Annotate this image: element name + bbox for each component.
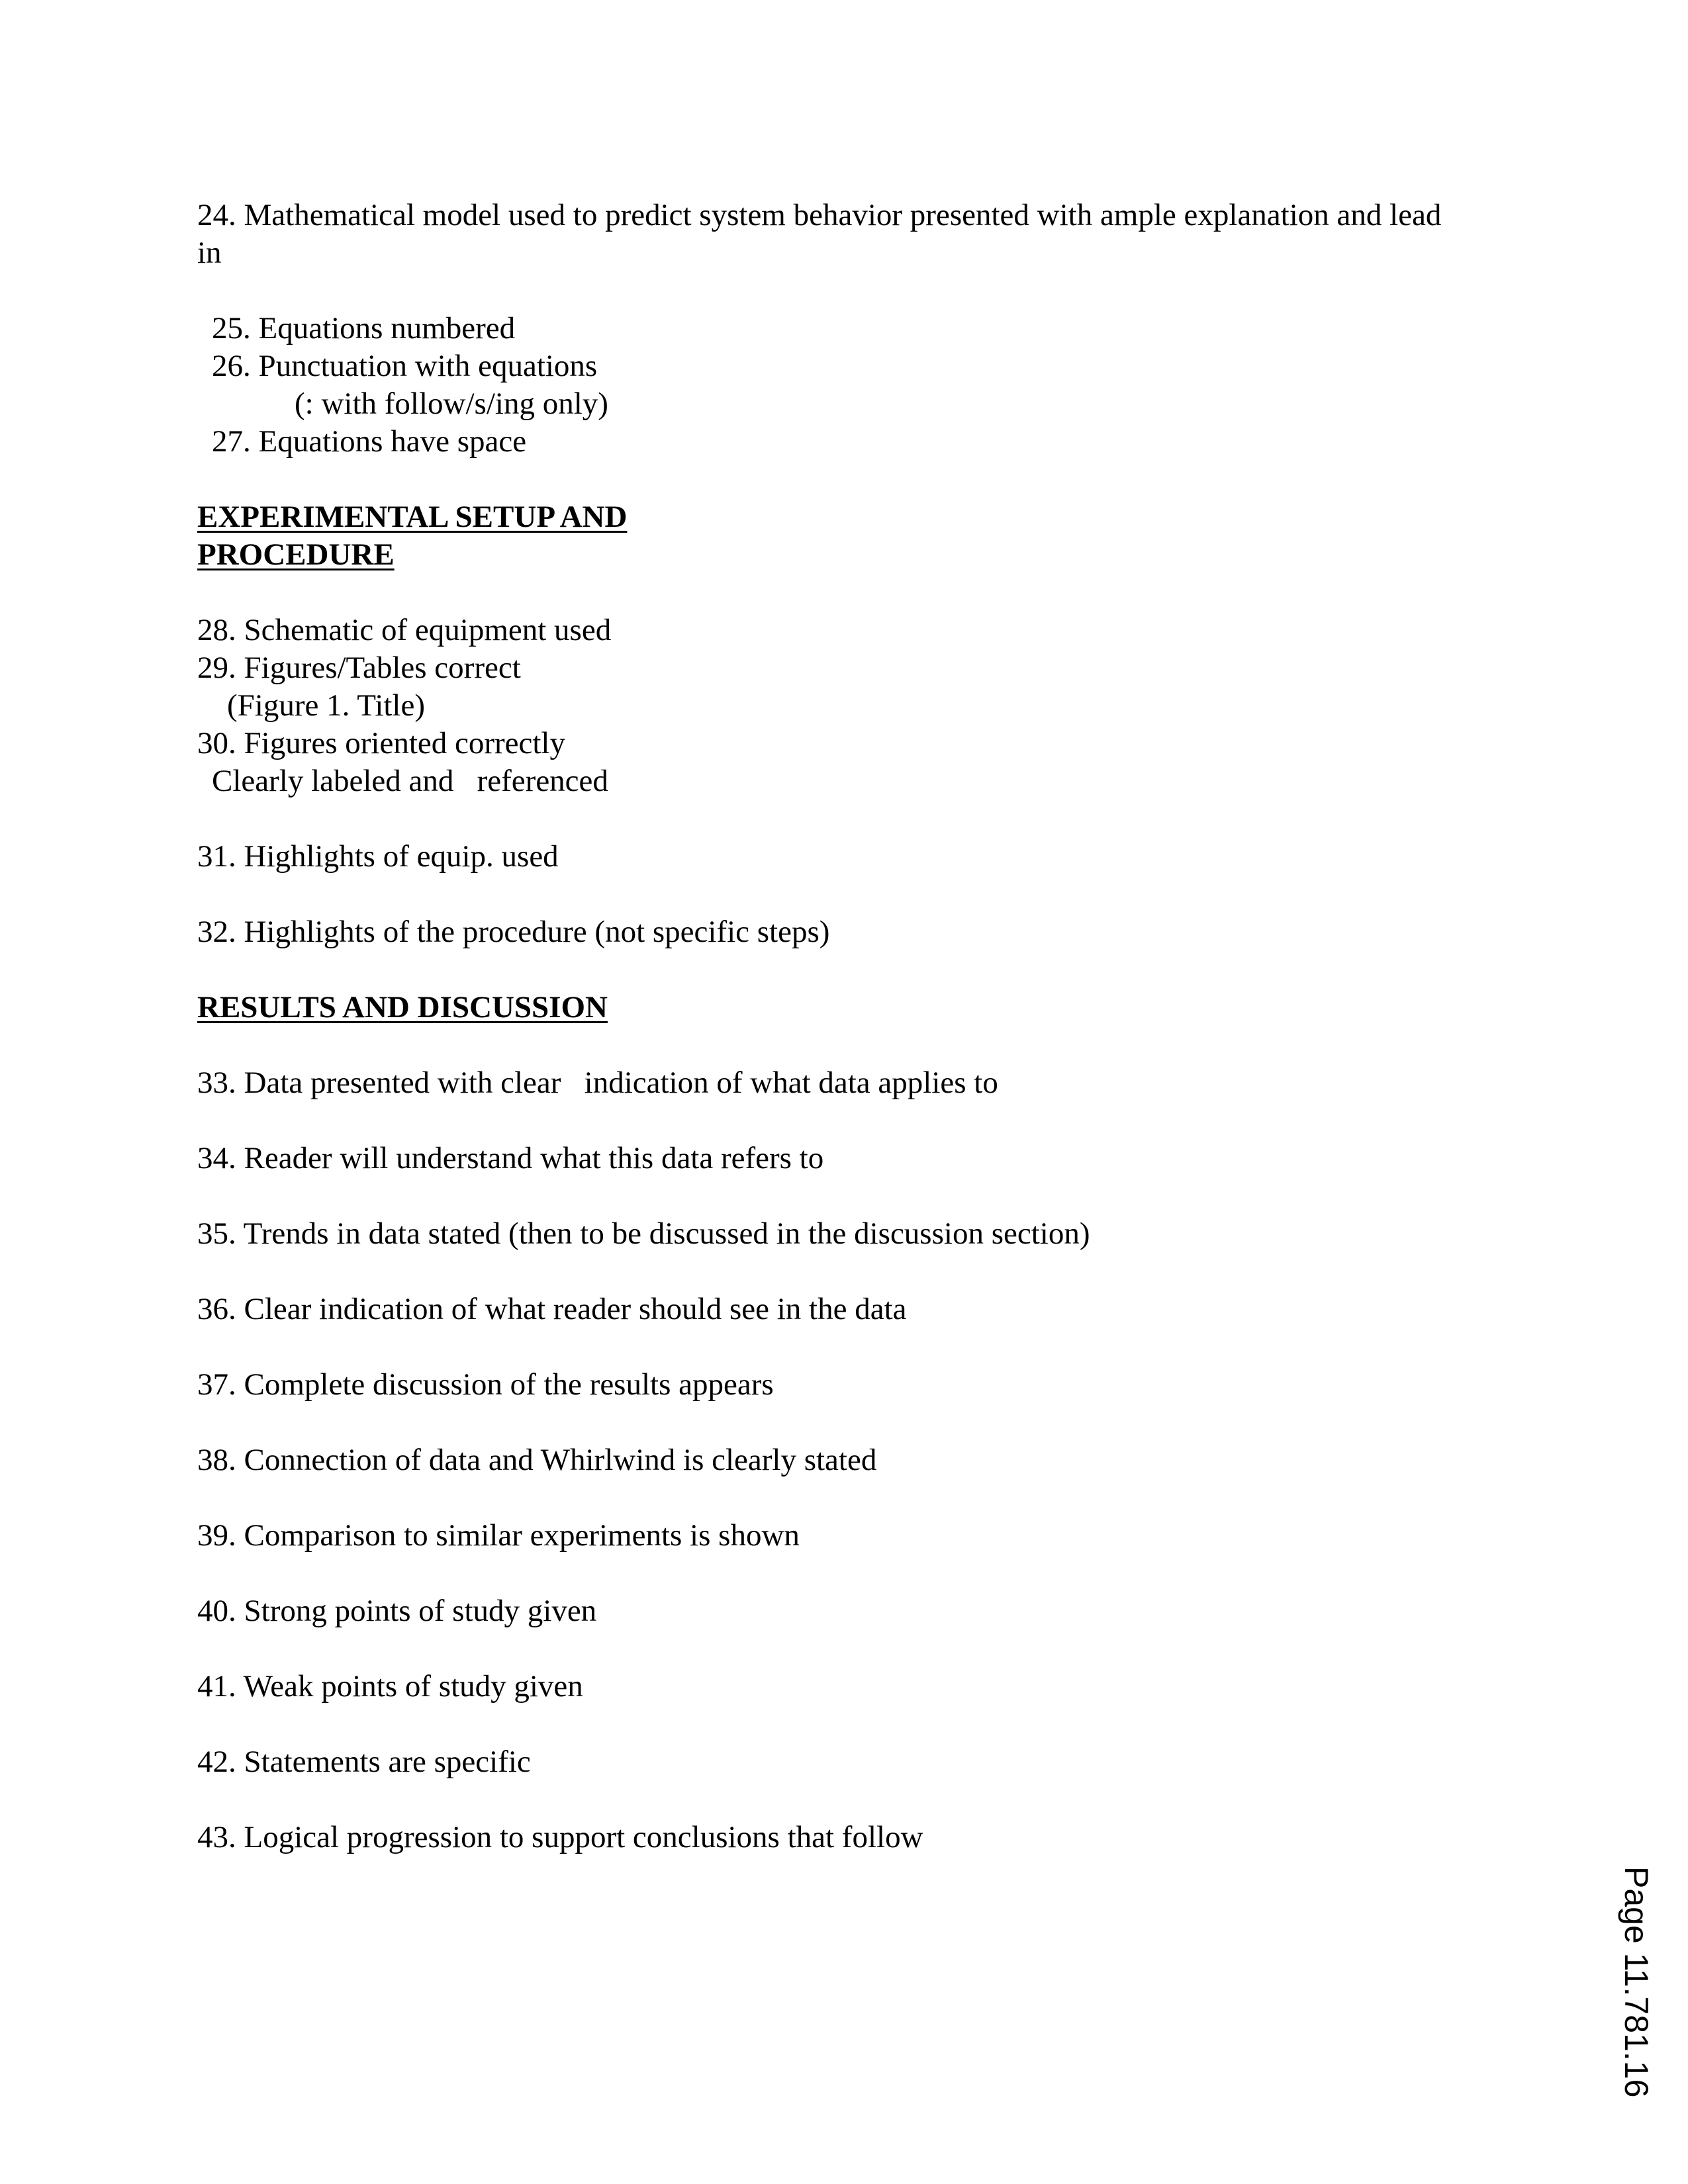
section-heading-results: RESULTS AND DISCUSSION [197,990,608,1024]
item-34: 34. Reader will understand what this data refers to [197,1141,824,1175]
item-43: 43. Logical progression to support conclusions that follow [197,1820,923,1854]
item-32: 32. Highlights of the procedure (not specific steps) [197,915,830,949]
item-27: 27. Equations have space [212,424,527,459]
item-39: 39. Comparison to similar experiments is shown [197,1518,800,1553]
item-25: 25. Equations numbered [212,311,516,345]
item-24-line2: in [197,236,222,270]
item-26-note: (: with follow/s/ing only) [295,387,608,421]
section-heading-experimental-line1: EXPERIMENTAL SETUP AND [197,500,628,534]
page-number: Page 11.781.16 [1618,1866,1655,2098]
item-40: 40. Strong points of study given [197,1594,597,1628]
item-38: 38. Connection of data and Whirlwind is clearly stated [197,1443,877,1477]
item-30: 30. Figures oriented correctly [197,726,565,760]
item-28: 28. Schematic of equipment used [197,613,612,647]
item-29: 29. Figures/Tables correct [197,651,521,685]
item-37: 37. Complete discussion of the results appears [197,1367,774,1402]
item-36: 36. Clear indication of what reader should see in the data [197,1292,907,1326]
item-26: 26. Punctuation with equations [212,349,598,383]
item-31: 31. Highlights of equip. used [197,839,559,874]
item-42: 42. Statements are specific [197,1745,531,1779]
item-41: 41. Weak points of study given [197,1669,583,1704]
item-35: 35. Trends in data stated (then to be discussed in the discussion section) [197,1216,1090,1251]
item-29-note: (Figure 1. Title) [227,688,426,723]
item-30-note: Clearly labeled and referenced [212,764,608,798]
item-33: 33. Data presented with clear indication of what data applies to [197,1066,998,1100]
section-heading-experimental-line2: PROCEDURE [197,537,395,572]
item-24-line1: 24. Mathematical model used to predict system behavior presented with ample explanation and lead [197,198,1442,232]
